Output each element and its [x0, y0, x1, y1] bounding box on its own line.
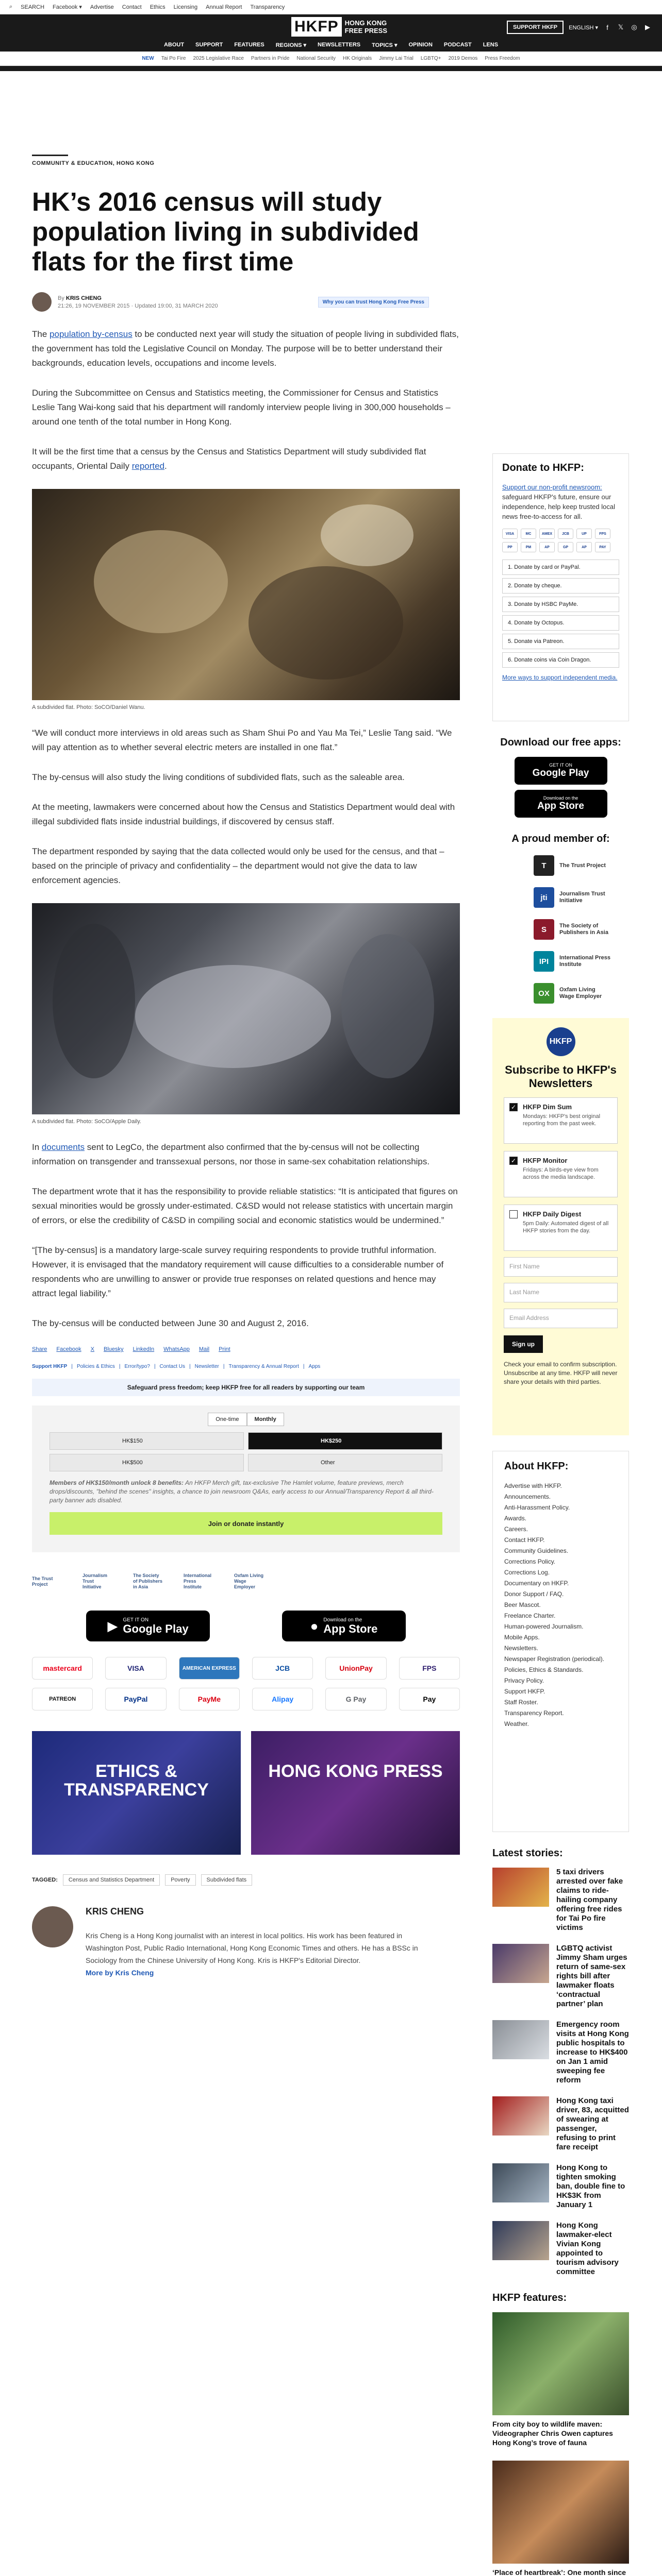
trending-link[interactable]: LGBTQ+	[420, 56, 441, 61]
apple-pay-icon: AP	[576, 542, 592, 552]
donate-intro: Support our non-profit newsroom: safeguard HKFP's future, ensure our independence, help keep trusted local news free-to-access for all.	[502, 483, 615, 520]
paragraph: The by-census will also study the living conditions of subdivided flats, such as the saleable area.	[32, 772, 405, 782]
email-field[interactable]: Email Address	[504, 1309, 618, 1328]
paragraph: At the meeting, lawmakers were concerned about how the Census and Statistics Department would deal with illegal subdivided flats inside industrial buildings, if discovered by census staff.	[32, 802, 455, 826]
newsletter-option[interactable]: ✓ HKFP Monitor Fridays: A birds-eye view from across the media landscape.	[504, 1151, 618, 1197]
apps-title: Download our free apps:	[500, 737, 621, 748]
donate-option[interactable]: 4. Donate by Octopus.	[502, 615, 619, 631]
visa-icon: VISA	[502, 529, 518, 539]
share-bar	[32, 1346, 460, 1352]
about-link[interactable]: Corrections Log.	[504, 1569, 550, 1576]
new-badge: NEW	[142, 56, 154, 61]
nav-item-support[interactable]: SUPPORT	[195, 42, 223, 48]
payment-methods	[32, 1657, 460, 1710]
topbar-link[interactable]: Contact	[122, 4, 142, 10]
about-link[interactable]: Staff Roster.	[504, 1699, 538, 1706]
checkbox[interactable]: ✓	[509, 1157, 518, 1165]
signup-button[interactable]: Sign up	[504, 1335, 543, 1353]
about-link[interactable]: Newspaper Registration (periodical).	[504, 1655, 605, 1663]
byline-text: By KRIS CHENG 21:26, 19 NOVEMBER 2015 · Updated 19:00, 31 MARCH 2020	[58, 295, 218, 309]
amount-option[interactable]: Other	[248, 1454, 442, 1471]
about-link[interactable]: Weather.	[504, 1720, 529, 1727]
nav-item-lens[interactable]: LENS	[483, 42, 499, 48]
topbar-link[interactable]: Annual Report	[206, 4, 242, 10]
promo-press[interactable]: HONG KONG PRESS	[251, 1731, 460, 1855]
trending-link[interactable]: 2025 Legislative Race	[193, 56, 244, 61]
paragraph: The department responded by saying that the data collected would only be used for the census, and that – based on the principle of privacy and confidentiality – the department would not give the data to law enforcement agencies.	[32, 846, 444, 885]
trust-button[interactable]: Why you can trust Hong Kong Free Press	[318, 297, 429, 308]
nav-item-topics[interactable]: TOPICS ▾	[372, 42, 398, 48]
alipay-icon: AP	[539, 542, 555, 552]
byline	[32, 292, 460, 312]
donate-widget	[492, 453, 629, 721]
mastercard-logo: mastercard	[32, 1657, 93, 1680]
member-sopa[interactable]: S The Society of Publishers in Asia	[534, 917, 629, 942]
about-link[interactable]: Newsletters.	[504, 1645, 539, 1652]
logo-mark: HKFP	[291, 17, 342, 37]
tag-link[interactable]: Census and Statistics Department	[63, 1874, 160, 1886]
about-link[interactable]: Freelance Charter.	[504, 1612, 556, 1619]
search-icon[interactable]: ⌕	[9, 4, 13, 10]
jcb-icon: JCB	[558, 529, 573, 539]
about-link[interactable]: Mobile Apps.	[504, 1634, 540, 1641]
feature-item[interactable]: ‘Place of heartbreak’: One month since	[492, 2461, 629, 2576]
amex-logo: AMERICAN EXPRESS	[179, 1657, 240, 1680]
newsletter-title: Subscribe to HKFP's Newsletters	[505, 1063, 617, 1090]
membership-badges	[32, 1573, 460, 1590]
member-widget	[492, 833, 629, 1006]
footer-link[interactable]: Transparency & Annual Report	[228, 1364, 299, 1369]
language-select[interactable]: ENGLISH ▾	[569, 24, 598, 31]
latest-list	[492, 1868, 629, 2277]
app-store-buttons	[32, 1611, 460, 1641]
google-play-button[interactable]: GET IT ON Google Play	[515, 757, 607, 785]
trending-link[interactable]: Jimmy Lai Trial	[379, 56, 413, 61]
member-oxfam[interactable]: OX Oxfam Living Wage Employer	[534, 981, 629, 1006]
more-ways-link[interactable]: More ways to support independent media.	[502, 674, 618, 681]
author-avatar[interactable]	[32, 1906, 73, 1947]
story-item[interactable]: Hong Kong to tighten smoking ban, double fine to HK$3K from January 1	[492, 2163, 629, 2210]
nav-item-podcast[interactable]: PODCAST	[443, 42, 472, 48]
tab-one-time[interactable]: One-time	[208, 1413, 246, 1426]
paragraph: The department wrote that it has the responsibility to provide reliable statistics: “It is anticipated that figures on sexual minorities would be grossly under-estimated. C&SD would not release statistics with uncertain margin of errors, or else the credibility of C&SD in compiling social and economic statistics would be undermined.”	[32, 1187, 458, 1225]
about-link[interactable]: Donor Support / FAQ.	[504, 1590, 564, 1598]
facebook-icon[interactable]: f	[606, 23, 608, 31]
paragraph: “We will conduct more interviews in old areas such as Sham Shui Po and Yau Ma Tei,” Leslie Tang said. “We will pay attention as to whether several electric meters are installed in one flat.”	[32, 728, 452, 752]
sopa-icon: S	[534, 919, 554, 940]
oxfam-logo[interactable]: Oxfam Living Wage Employer	[234, 1573, 264, 1589]
topbar-link[interactable]: Transparency	[250, 4, 285, 10]
story-item[interactable]: Emergency room visits at Hong Kong public hospitals to increase to HK$400 on Jan 1 amid sweeping fee reform	[492, 2020, 629, 2085]
article-photo	[32, 489, 460, 700]
trending-link[interactable]: Partners in Pride	[251, 56, 290, 61]
share-x[interactable]: X	[90, 1346, 95, 1352]
app-store-button[interactable]: ● Download on the App Store	[282, 1611, 406, 1641]
article	[32, 155, 460, 1977]
tags-label: TAGGED:	[32, 1877, 58, 1883]
main-nav	[0, 39, 662, 50]
payment-card-icons	[502, 529, 619, 552]
site-logo[interactable]	[291, 17, 387, 37]
footer-link[interactable]: Support HKFP	[32, 1364, 68, 1369]
more-by-author-link[interactable]: More by Kris Cheng	[86, 1969, 154, 1977]
article-dates: 21:26, 19 NOVEMBER 2015 · Updated 19:00, 31 MARCH 2020	[58, 302, 218, 309]
donation-plans	[32, 1405, 460, 1552]
story-thumbnail[interactable]	[492, 2096, 549, 2136]
topbar-link[interactable]: Facebook ▾	[53, 4, 82, 10]
about-link[interactable]: Transparency Report.	[504, 1709, 564, 1717]
checkbox[interactable]	[509, 1210, 518, 1218]
trending-bar	[0, 52, 662, 66]
nav-item-features[interactable]: FEATURES	[234, 42, 264, 48]
patreon-logo: PATREON	[32, 1688, 93, 1710]
about-link[interactable]: Announcements.	[504, 1493, 551, 1500]
member-ipi[interactable]: IPI International Press Institute	[534, 949, 629, 974]
jcb-logo: JCB	[252, 1657, 313, 1680]
member-trust-project[interactable]: T The Trust Project	[534, 853, 629, 878]
story-item[interactable]: Hong Kong taxi driver, 83, acquitted of swearing at passenger, refusing to print fare receipt	[492, 2096, 629, 2152]
article-photo	[32, 903, 460, 1114]
header-actions	[507, 21, 652, 34]
share-bluesky[interactable]: Bluesky	[104, 1346, 124, 1352]
latest-stories	[492, 1848, 629, 2277]
article-footer-links: Support HKFP | Policies & Ethics | Error/typo? | Contact Us | Newsletter | Transparency & Annual Report | Apps	[32, 1364, 321, 1369]
about-link[interactable]: Contact HKFP.	[504, 1536, 545, 1544]
amount-option[interactable]: HK$250	[248, 1432, 442, 1450]
about-link[interactable]: Support HKFP.	[504, 1688, 545, 1695]
apple-icon: ●	[310, 1618, 319, 1634]
feature-image[interactable]	[492, 2312, 629, 2415]
about-link[interactable]: Community Guidelines.	[504, 1547, 569, 1554]
nav-item-newsletters[interactable]: NEWSLETTERS	[318, 42, 361, 48]
tab-monthly[interactable]: Monthly	[247, 1413, 284, 1426]
author-bio: Kris Cheng is a Hong Kong journalist with an interest in local politics. His work has been featured in Washington Post, Public Radio International, Hong Kong Economic Times and others. He has a BSSc in Sociology from the Chinese University of Hong Kong. Kris is HKFP's Editorial Director.	[86, 1931, 418, 1964]
trending-link[interactable]: Press Freedom	[485, 56, 520, 61]
donate-option[interactable]: 1. Donate by card or PayPal.	[502, 560, 619, 575]
features-title: HKFP features:	[492, 2292, 567, 2303]
checkbox[interactable]: ✓	[509, 1103, 518, 1111]
donate-option[interactable]: 3. Donate by HSBC PayMe.	[502, 597, 619, 612]
about-link[interactable]: Careers.	[504, 1526, 528, 1533]
promo-banners	[32, 1731, 460, 1855]
youtube-icon[interactable]: ▶	[645, 23, 650, 31]
author-name[interactable]: KRIS CHENG	[86, 1906, 144, 1917]
story-item[interactable]: 5 taxi drivers arrested over fake claims to ride-hailing company offering free rides for Tai Po fire victims	[492, 1868, 629, 1933]
payme-logo: PayMe	[179, 1688, 240, 1710]
photo-caption: A subdivided flat. Photo: SoCO/Apple Daily.	[32, 1118, 141, 1125]
paragraph: The by-census will be conducted between June 30 and August 2, 2016.	[32, 1318, 309, 1328]
hkfp-logo: HKFP	[547, 1027, 575, 1056]
about-link[interactable]: Human-powered Journalism.	[504, 1623, 584, 1630]
payme-icon: PM	[521, 542, 536, 552]
paragraph: During the Subcommittee on Census and Statistics meeting, the Commissioner for Census and Statistics Leslie Tang Wai-kong said that his department will randomly interview people living in 300,000 households – around one tenth of the total number in Hong Kong.	[32, 388, 451, 427]
trending-link[interactable]: 2019 Demos	[448, 56, 478, 61]
jti-logo[interactable]: Journalism Trust Initiative	[82, 1573, 108, 1589]
photo-caption: A subdivided flat. Photo: SoCO/Daniel Wanu.	[32, 704, 145, 710]
about-link[interactable]: Advertise with HKFP.	[504, 1482, 562, 1489]
inline-link[interactable]: population by-census	[49, 329, 133, 339]
feature-item[interactable]: From city boy to wildlife maven: Videographer Chris Owen captures Hong Kong’s trove of fauna	[492, 2312, 629, 2447]
article-title: HK’s 2016 census will study population living in subdivided flats for the first time	[32, 187, 419, 276]
share-label[interactable]: Share	[32, 1346, 47, 1352]
app-store-button[interactable]: Download on the App Store	[515, 790, 607, 818]
unionpay-logo: UnionPay	[325, 1657, 386, 1680]
x-icon[interactable]: 𝕏	[618, 23, 624, 31]
footer-link[interactable]: Newsletter	[194, 1364, 219, 1369]
about-link[interactable]: Beer Mascot.	[504, 1601, 541, 1608]
article-category[interactable]: COMMUNITY & EDUCATION, HONG KONG	[32, 155, 68, 166]
google-play-icon: ▶	[107, 1618, 118, 1634]
unionpay-icon: UP	[576, 529, 592, 539]
share-whatsapp[interactable]: WhatsApp	[163, 1346, 190, 1352]
apple-pay-logo: Pay	[399, 1688, 460, 1710]
trending-link[interactable]: Tai Po Fire	[161, 56, 186, 61]
newsletter-option[interactable]: ✓ HKFP Dim Sum Mondays: HKFP's best original reporting from the past week.	[504, 1097, 618, 1144]
utility-bar	[0, 0, 662, 14]
about-link[interactable]: Privacy Policy.	[504, 1677, 544, 1684]
paragraph: “[The by-census] is a mandatory large-scale survey requiring respondents to provide truthful information. However, it is envisaged that the mandatory requirement will cause difficulties to a considerable number of respondents who are unwilling to answer or provide true responses on related questions and hence may attract legal liability.”	[32, 1245, 444, 1298]
mastercard-icon: MC	[521, 529, 536, 539]
story-thumbnail[interactable]	[492, 1944, 549, 1983]
nav-item-opinion[interactable]: OPINION	[408, 42, 433, 48]
fps-icon: FPS	[595, 529, 610, 539]
footer-link[interactable]: Contact Us	[159, 1364, 186, 1369]
google-play-button[interactable]: ▶ GET IT ON Google Play	[86, 1611, 210, 1641]
share-print[interactable]: Print	[219, 1346, 230, 1352]
topbar-link[interactable]: Licensing	[173, 4, 198, 10]
about-link[interactable]: Documentary on HKFP.	[504, 1580, 569, 1587]
pay-icon: PAY	[595, 542, 610, 552]
topbar-link[interactable]: Advertise	[90, 4, 114, 10]
share-facebook[interactable]: Facebook	[56, 1346, 81, 1352]
inline-link[interactable]: reported	[131, 461, 165, 471]
join-button[interactable]: Join or donate instantly	[49, 1512, 442, 1535]
latest-title: Latest stories:	[492, 1848, 563, 1859]
author-link[interactable]: KRIS CHENG	[65, 295, 102, 301]
story-thumbnail[interactable]	[492, 1868, 549, 1907]
about-link[interactable]: Anti-Harassment Policy.	[504, 1504, 570, 1511]
story-thumbnail[interactable]	[492, 2221, 549, 2260]
member-jti[interactable]: jti Journalism Trust Initiative	[534, 885, 629, 910]
nav-item-about[interactable]: ABOUT	[163, 42, 185, 48]
last-name-field[interactable]: Last Name	[504, 1283, 618, 1302]
donate-option[interactable]: 6. Donate coins via Coin Dragon.	[502, 652, 619, 668]
newsletter-note: Check your email to confirm subscription. Unsubscribe at any time. HKFP will never share your details with third parties.	[504, 1361, 618, 1385]
paypal-icon: PP	[502, 542, 518, 552]
google-pay-logo: G Pay	[325, 1688, 386, 1710]
first-name-field[interactable]: First Name	[504, 1257, 618, 1277]
article-tags	[32, 1874, 460, 1886]
share-linkedin[interactable]: LinkedIn	[133, 1346, 155, 1352]
oxfam-icon: OX	[534, 983, 554, 1004]
trust-project-logo[interactable]: The Trust Project	[32, 1575, 53, 1587]
about-list	[504, 1481, 617, 1730]
footer-link[interactable]: Policies & Ethics	[76, 1364, 115, 1369]
amount-option[interactable]: HK$150	[49, 1432, 244, 1450]
alipay-logo: Alipay	[252, 1688, 313, 1710]
footer-link[interactable]: Error/typo?	[124, 1364, 150, 1369]
amex-icon: AMEX	[539, 529, 555, 539]
trending-link[interactable]: HK Originals	[342, 56, 372, 61]
amount-option[interactable]: HK$500	[49, 1454, 244, 1471]
support-button[interactable]: SUPPORT HKFP	[507, 21, 564, 34]
jti-icon: jti	[534, 887, 554, 908]
about-widget	[492, 1451, 629, 1832]
support-banner[interactable]: Safeguard press freedom; keep HKFP free for all readers by supporting our team	[32, 1379, 460, 1396]
story-item[interactable]: LGBTQ activist Jimmy Sham urges return of same-sex rights bill after lawmaker floats ‘contractual partner’ plan	[492, 1944, 629, 2009]
donate-option[interactable]: 2. Donate by cheque.	[502, 578, 619, 594]
visa-logo: VISA	[105, 1657, 166, 1680]
logo-text: HONG KONG FREE PRESS	[344, 19, 388, 35]
topbar-link[interactable]: Ethics	[150, 4, 166, 10]
author-avatar[interactable]	[32, 292, 52, 312]
ipi-icon: IPI	[534, 951, 554, 972]
plan-description: Members of HK$150/month unlock 8 benefits: An HKFP Merch gift, tax-exclusive The Hamlet volume, feature previews, merch drops/discounts, "behind the scenes" insights, a chance to join newsroom Q&As, early access to our Annual/Transparency Report & all third-party banner ads disabled.	[49, 1479, 434, 1504]
sopa-logo[interactable]: The Society of Publishers in Asia	[133, 1573, 163, 1589]
donate-title: Donate to HKFP:	[502, 462, 584, 473]
sidebar	[492, 453, 629, 2576]
story-thumbnail[interactable]	[492, 2020, 549, 2059]
inline-link[interactable]: documents	[41, 1142, 85, 1152]
paragraph: It will be the first time that a census by the Census and Statistics Department will study subdivided flat occupants, Oriental Daily reported.	[32, 447, 426, 471]
amount-options	[49, 1432, 442, 1471]
about-link[interactable]: Awards.	[504, 1515, 527, 1522]
footer-link[interactable]: Apps	[308, 1364, 321, 1369]
promo-ethics[interactable]: ETHICS & TRANSPARENCY	[32, 1731, 241, 1855]
about-title: About HKFP:	[504, 1461, 569, 1472]
about-link[interactable]: Policies, Ethics & Standards.	[504, 1666, 584, 1673]
donate-option[interactable]: 5. Donate via Patreon.	[502, 634, 619, 649]
ipi-logo[interactable]: International Press Institute	[184, 1573, 212, 1589]
tag-link[interactable]: Poverty	[165, 1874, 195, 1886]
features-widget	[492, 2292, 629, 2576]
feature-image[interactable]	[492, 2461, 629, 2564]
paypal-logo: PayPal	[105, 1688, 166, 1710]
paragraph: The population by-census to be conducted next year will study the situation of people living in subdivided flats, the government has told the Legislative Council on Monday. The purpose will be to better understand their backgrounds, education levels, occupations and income levels.	[32, 329, 459, 368]
plan-tabs	[49, 1413, 442, 1426]
member-title: A proud member of:	[511, 833, 610, 844]
trust-project-icon: T	[534, 855, 554, 876]
story-thumbnail[interactable]	[492, 2163, 549, 2202]
site-header	[0, 14, 662, 71]
about-link[interactable]: Corrections Policy.	[504, 1558, 556, 1565]
share-mail[interactable]: Mail	[198, 1346, 210, 1352]
instagram-icon[interactable]: ◎	[631, 23, 637, 31]
author-box	[32, 1906, 460, 1977]
trending-link[interactable]: National Security	[296, 56, 336, 61]
story-item[interactable]: Hong Kong lawmaker-elect Vivian Kong appointed to tourism advisory committee	[492, 2221, 629, 2277]
fps-logo: FPS	[399, 1657, 460, 1680]
search-label[interactable]: SEARCH	[21, 4, 45, 10]
newsletter-widget	[492, 1018, 629, 1435]
tag-link[interactable]: Subdivided flats	[201, 1874, 253, 1886]
nav-item-regions[interactable]: REGIONS ▾	[275, 42, 307, 48]
apps-widget	[492, 737, 629, 818]
paragraph: In documents sent to LegCo, the department also confirmed that the by-census will not be collecting information on transgender and transsexual persons, nor those in same-sex cohabitation relationships.	[32, 1142, 430, 1166]
google-pay-icon: GP	[558, 542, 573, 552]
donate-link[interactable]: Support our non-profit newsroom:	[502, 483, 602, 491]
newsletter-option[interactable]: HKFP Daily Digest 5pm Daily: Automated digest of all HKFP stories from the day.	[504, 1205, 618, 1251]
